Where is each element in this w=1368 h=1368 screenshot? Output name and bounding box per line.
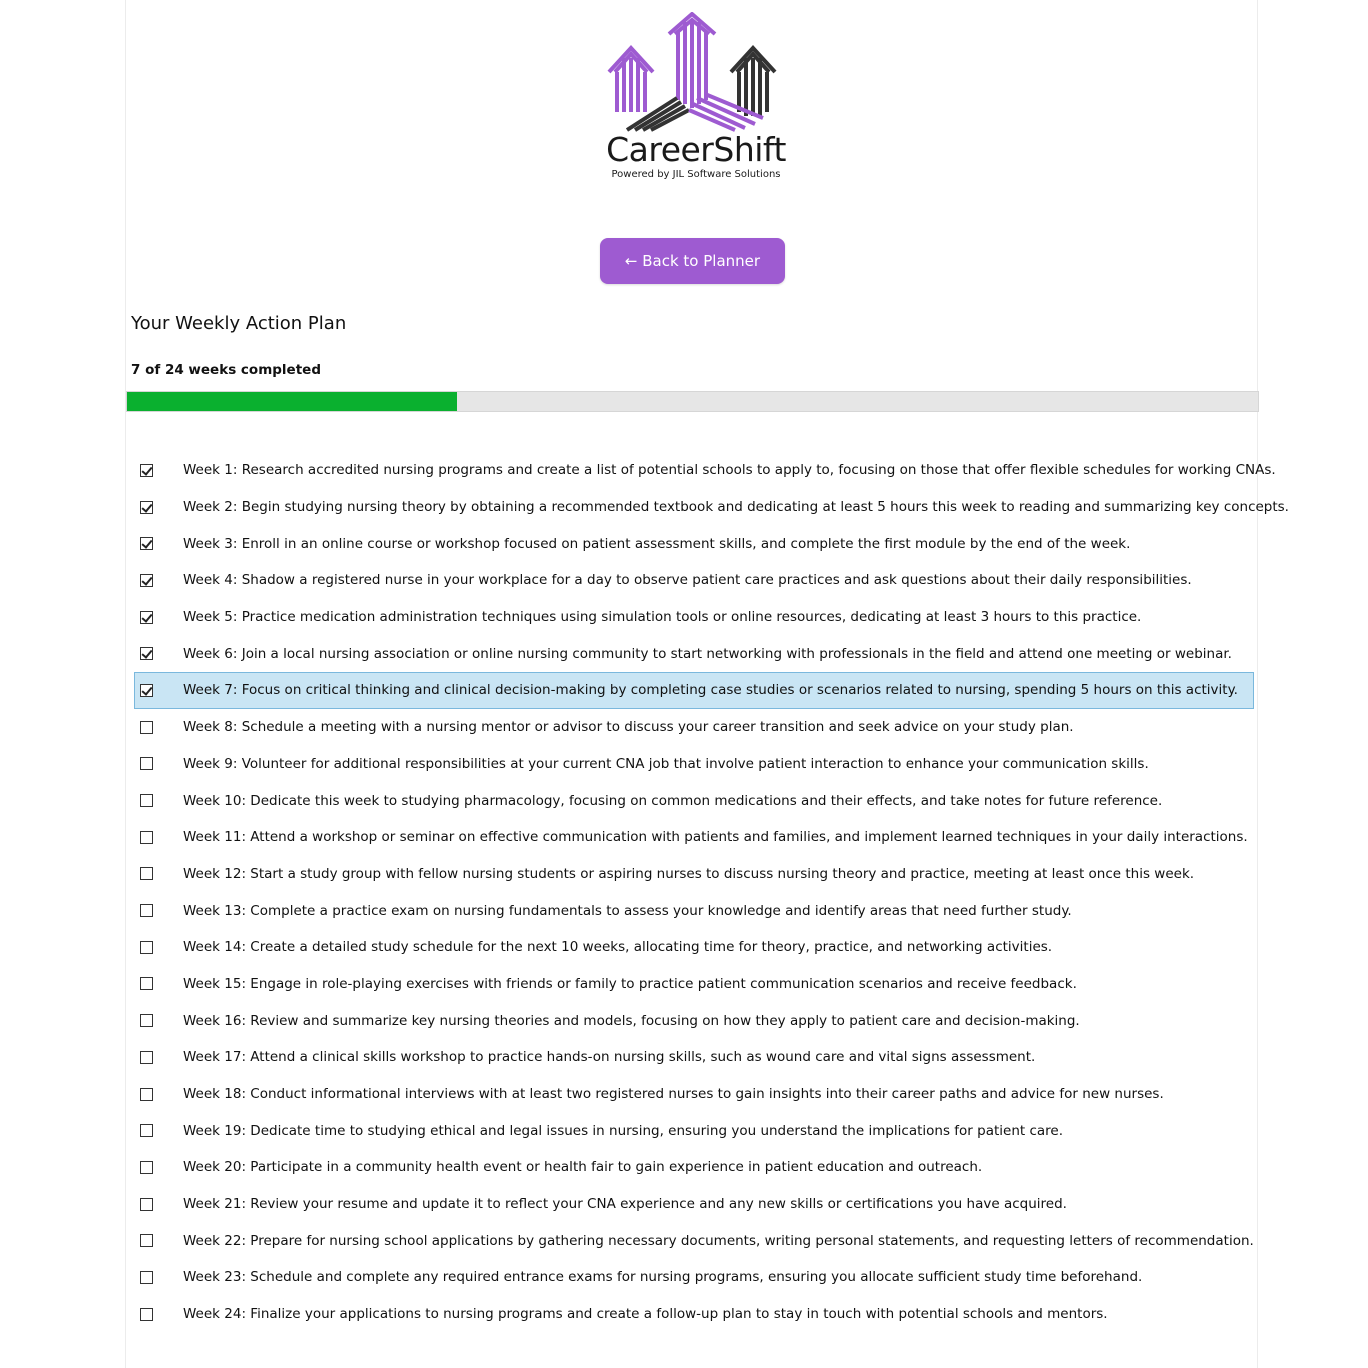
task-label: Week 3: Enroll in an online course or workshop focused on patient assessment skills, and complete the first module by the end of the week. xyxy=(183,535,1131,552)
list-item[interactable] xyxy=(134,1259,1254,1296)
task-label: Week 18: Conduct informational interviews with at least two registered nurses to gain insights into their career paths and advice for new nurses. xyxy=(183,1086,1164,1103)
task-checkbox[interactable] xyxy=(140,464,153,477)
task-label: Week 23: Schedule and complete any required entrance exams for nursing programs, ensuring you allocate sufficient study time beforehand. xyxy=(183,1269,1143,1286)
list-item[interactable] xyxy=(134,966,1254,1003)
task-label: Week 8: Schedule a meeting with a nursing mentor or advisor to discuss your career transition and seek advice on your study plan. xyxy=(183,719,1074,736)
task-label: Week 12: Start a study group with fellow nursing students or aspiring nurses to discuss nursing theory and practice, meeting at least once this week. xyxy=(183,865,1195,882)
progress-status-text: 7 of 24 weeks completed xyxy=(131,362,321,378)
task-checkbox[interactable] xyxy=(140,1014,153,1027)
careershift-logo xyxy=(605,12,787,184)
list-item[interactable] xyxy=(134,672,1254,709)
list-item[interactable] xyxy=(134,599,1254,636)
list-item[interactable] xyxy=(134,892,1254,929)
task-checkbox[interactable] xyxy=(140,647,153,660)
task-label: Week 17: Attend a clinical skills workshop to practice hands-on nursing skills, such as wound care and vital signs assessment. xyxy=(183,1049,1036,1066)
list-item[interactable] xyxy=(134,1149,1254,1186)
task-label: Week 11: Attend a workshop or seminar on effective communication with patients and families, and implement learned techniques in your daily interactions. xyxy=(183,829,1248,846)
task-label: Week 20: Participate in a community health event or health fair to gain experience in patient education and outreach. xyxy=(183,1159,983,1176)
task-checkbox[interactable] xyxy=(140,1234,153,1247)
task-label: Week 13: Complete a practice exam on nursing fundamentals to assess your knowledge and identify areas that need further study. xyxy=(183,902,1072,919)
page-title: Your Weekly Action Plan xyxy=(131,313,347,334)
task-checkbox[interactable] xyxy=(140,904,153,917)
list-item[interactable] xyxy=(134,1039,1254,1076)
list-item[interactable] xyxy=(134,782,1254,819)
list-item[interactable] xyxy=(134,1222,1254,1259)
task-checkbox[interactable] xyxy=(140,831,153,844)
task-checkbox[interactable] xyxy=(140,794,153,807)
task-label: Week 22: Prepare for nursing school applications by gathering necessary documents, writing personal statements, and requesting letters of recommendation. xyxy=(183,1232,1254,1249)
task-label: Week 24: Finalize your applications to nursing programs and create a follow-up plan to stay in touch with potential schools and mentors. xyxy=(183,1306,1108,1323)
task-checkbox[interactable] xyxy=(140,977,153,990)
list-item[interactable] xyxy=(134,1002,1254,1039)
list-item[interactable] xyxy=(134,856,1254,893)
list-item[interactable] xyxy=(134,1186,1254,1223)
task-checkbox[interactable] xyxy=(140,1161,153,1174)
task-label: Week 5: Practice medication administration techniques using simulation tools or online resources, dedicating at least 3 hours to this practice. xyxy=(183,609,1142,626)
task-label: Week 10: Dedicate this week to studying pharmacology, focusing on common medications and their effects, and take notes for future reference. xyxy=(183,792,1163,809)
list-item[interactable] xyxy=(134,635,1254,672)
page-container xyxy=(125,0,1289,1368)
progress-bar-fill xyxy=(127,392,457,411)
task-checkbox[interactable] xyxy=(140,757,153,770)
list-item[interactable] xyxy=(134,1112,1254,1149)
task-checkbox[interactable] xyxy=(140,1088,153,1101)
task-label: Week 4: Shadow a registered nurse in your workplace for a day to observe patient care practices and ask questions about their daily responsibilities. xyxy=(183,572,1192,589)
task-checkbox[interactable] xyxy=(140,1198,153,1211)
list-item[interactable] xyxy=(134,452,1276,489)
task-checkbox[interactable] xyxy=(140,1051,153,1064)
task-label: Week 21: Review your resume and update it to reflect your CNA experience and any new skills or certifications you have acquired. xyxy=(183,1196,1067,1213)
task-checkbox[interactable] xyxy=(140,867,153,880)
logo-tagline: Powered by JIL Software Solutions xyxy=(611,169,781,180)
task-label: Week 14: Create a detailed study schedule for the next 10 weeks, allocating time for theory, practice, and networking activities. xyxy=(183,939,1053,956)
list-item[interactable] xyxy=(134,746,1254,783)
list-item[interactable] xyxy=(134,929,1254,966)
task-checkbox[interactable] xyxy=(140,574,153,587)
logo-arrows-icon xyxy=(605,12,787,132)
task-checkbox[interactable] xyxy=(140,1308,153,1321)
list-item[interactable] xyxy=(134,819,1254,856)
list-item[interactable] xyxy=(134,562,1254,599)
back-to-planner-button[interactable]: ← Back to Planner xyxy=(600,238,785,284)
task-label: Week 15: Engage in role-playing exercises with friends or family to practice patient communication scenarios and receive feedback. xyxy=(183,975,1077,992)
task-checkbox[interactable] xyxy=(140,941,153,954)
task-label: Week 19: Dedicate time to studying ethical and legal issues in nursing, ensuring you understand the implications for patient care. xyxy=(183,1122,1064,1139)
progress-bar xyxy=(126,391,1259,412)
task-checkbox[interactable] xyxy=(140,611,153,624)
task-label: Week 9: Volunteer for additional responsibilities at your current CNA job that involve patient interaction to enhance your communication skills. xyxy=(183,755,1149,772)
task-checkbox[interactable] xyxy=(140,537,153,550)
task-checkbox[interactable] xyxy=(140,684,153,697)
list-item[interactable] xyxy=(134,709,1254,746)
task-label: Week 1: Research accredited nursing programs and create a list of potential schools to apply to, focusing on those that offer flexible schedules for working CNAs. xyxy=(183,462,1276,479)
task-label: Week 16: Review and summarize key nursing theories and models, focusing on how they apply to patient care and decision-making. xyxy=(183,1012,1080,1029)
task-label: Week 6: Join a local nursing association or online nursing community to start networking with professionals in the field and attend one meeting or webinar. xyxy=(183,645,1232,662)
task-checkbox[interactable] xyxy=(140,721,153,734)
task-checkbox[interactable] xyxy=(140,501,153,514)
list-item[interactable] xyxy=(134,525,1254,562)
task-checkbox[interactable] xyxy=(140,1124,153,1137)
list-item[interactable] xyxy=(134,1296,1254,1333)
task-checkbox[interactable] xyxy=(140,1271,153,1284)
list-item[interactable] xyxy=(134,489,1289,526)
weekly-task-list xyxy=(134,452,1289,1333)
task-label: Week 7: Focus on critical thinking and clinical decision-making by completing case studies or scenarios related to nursing, spending 5 hours on this activity. xyxy=(183,682,1238,699)
list-item[interactable] xyxy=(134,1076,1254,1113)
task-label: Week 2: Begin studying nursing theory by obtaining a recommended textbook and dedicating at least 5 hours this week to reading and summarizing key concepts. xyxy=(183,499,1289,516)
logo-brand-name: CareerShift xyxy=(606,130,786,169)
